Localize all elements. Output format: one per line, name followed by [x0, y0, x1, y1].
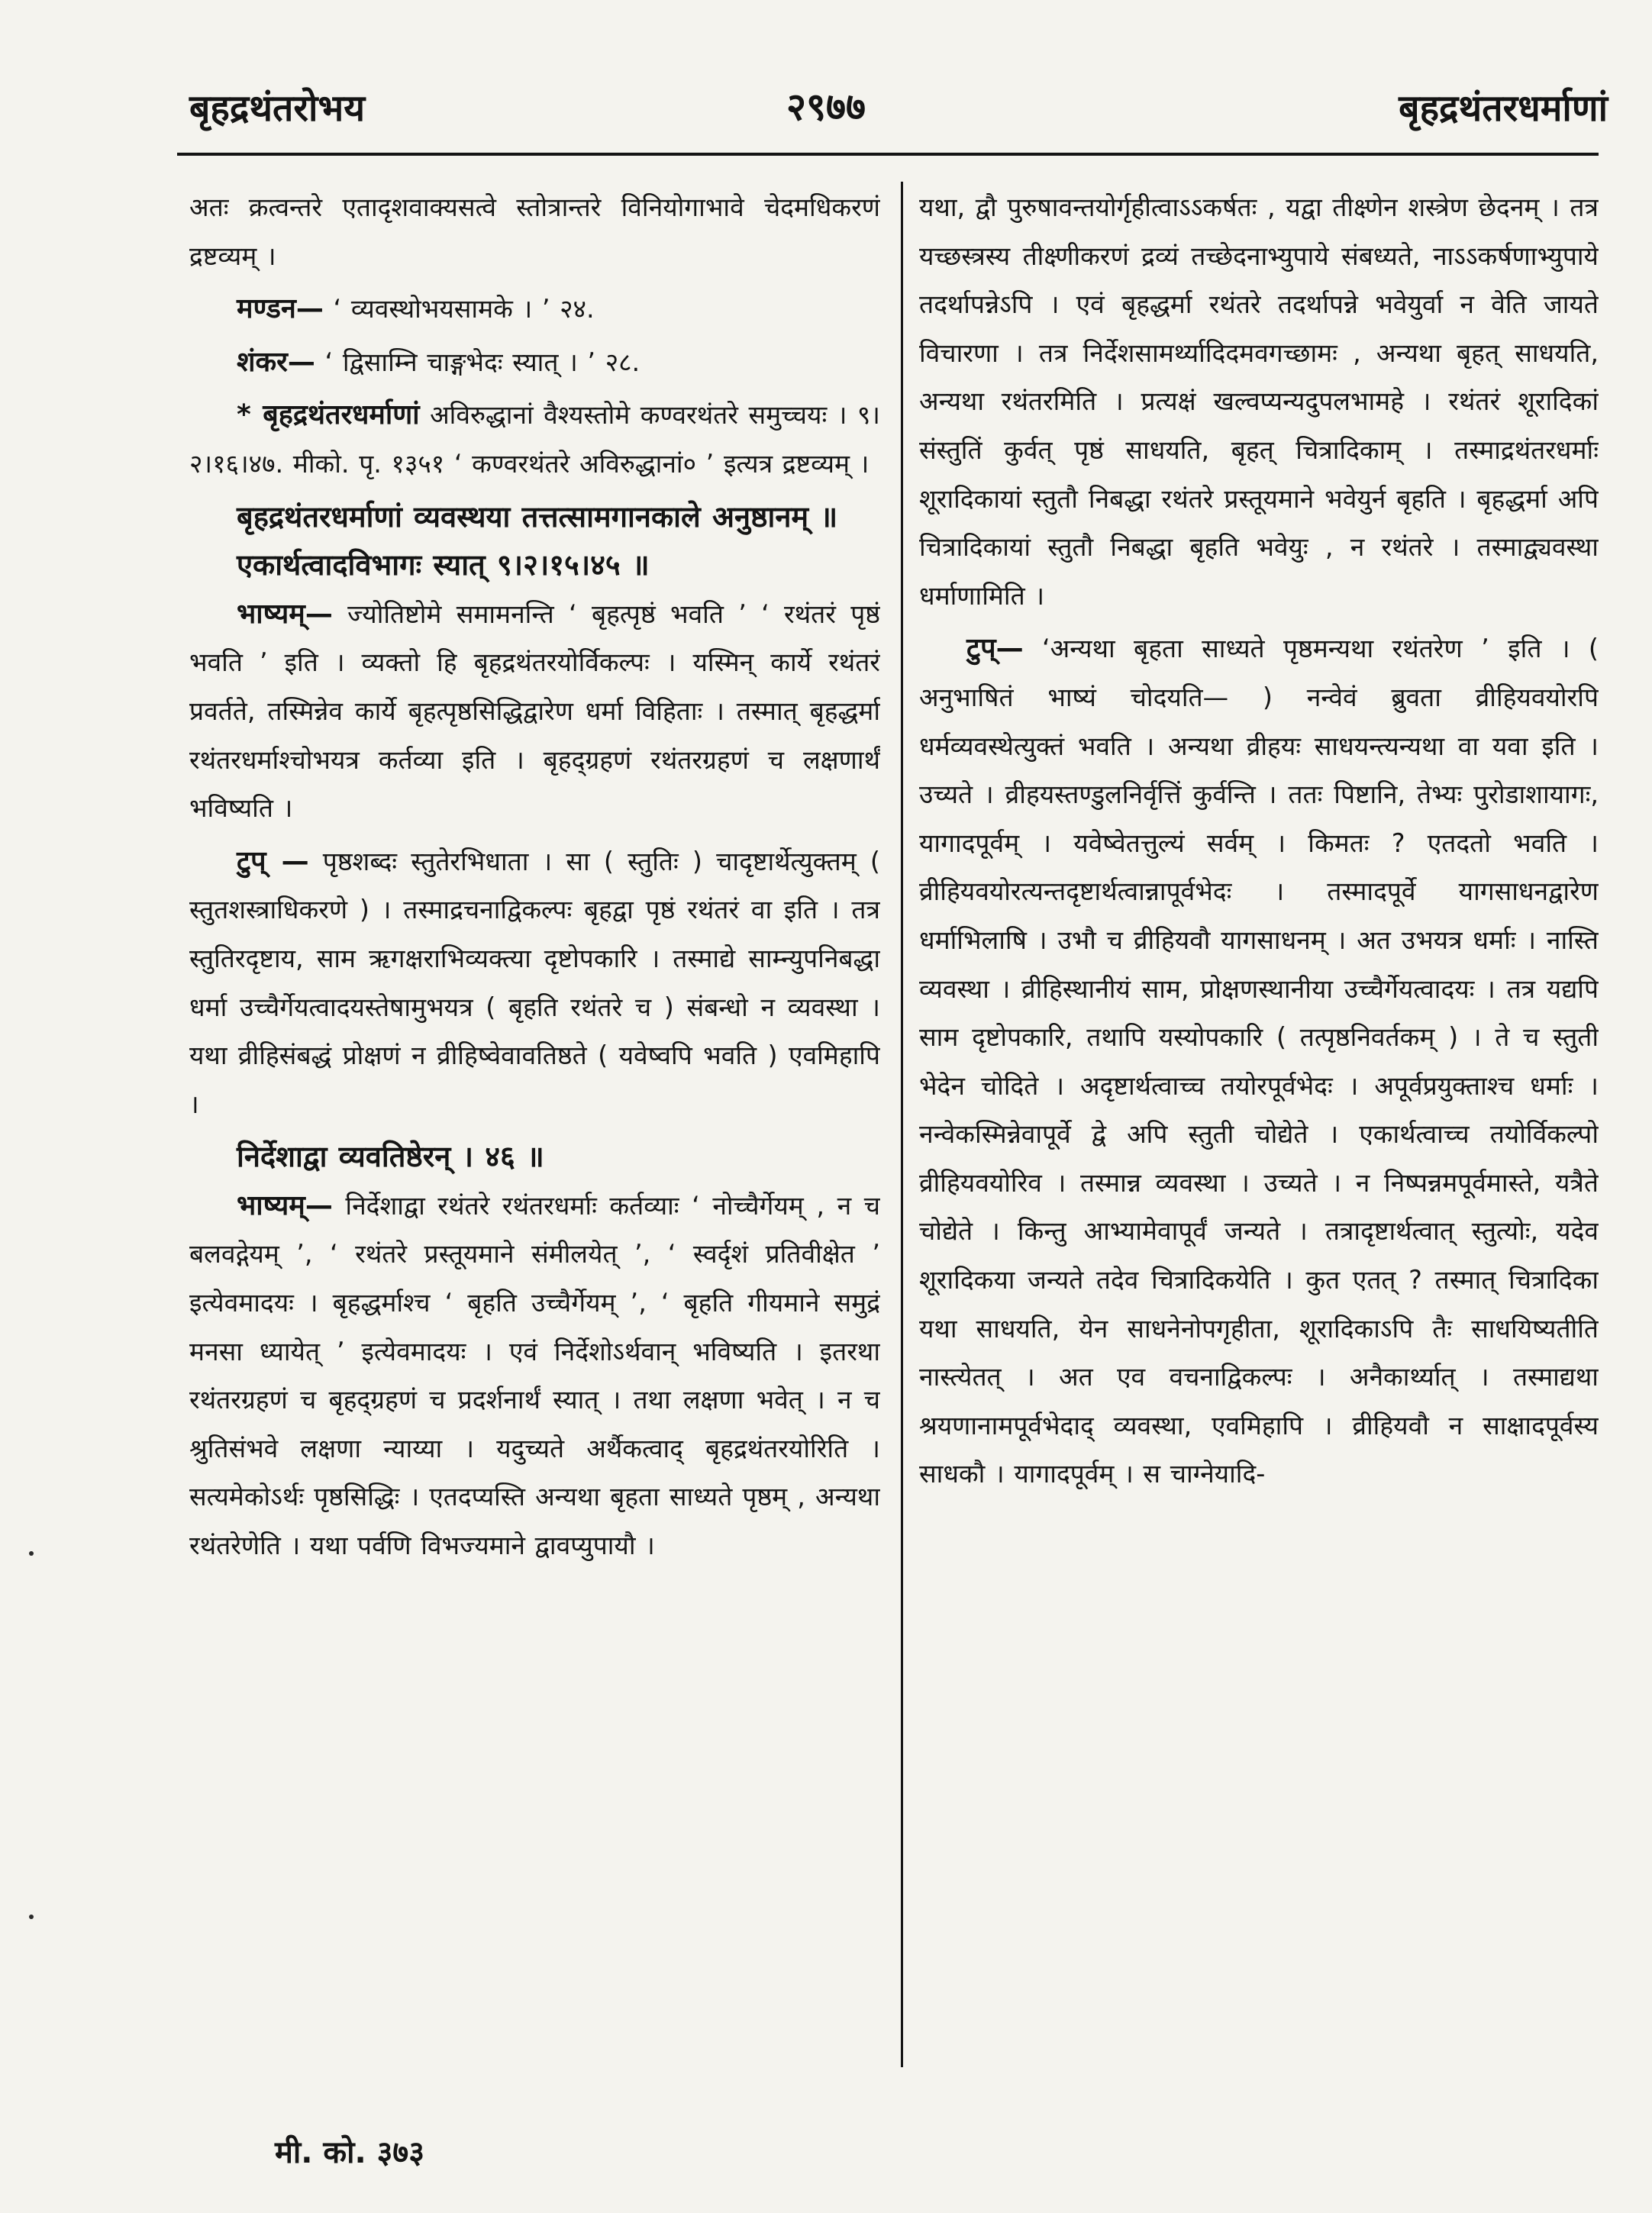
paragraph	[919, 624, 1599, 1498]
paragraph-label: टुप्—	[966, 633, 1024, 665]
paragraph	[189, 391, 880, 488]
page-number: २९७७	[786, 85, 866, 129]
paragraph-label: मण्डन—	[237, 293, 324, 325]
paragraph	[189, 1182, 880, 1570]
paragraph-label: * बृहद्रथंतरधर्माणां	[237, 399, 420, 431]
paragraph	[189, 285, 880, 334]
column-divider	[901, 182, 903, 2067]
right-column	[919, 183, 1599, 2069]
paragraph	[189, 493, 880, 542]
paragraph	[189, 541, 880, 590]
paragraph-text: एकार्थत्वादविभागः स्यात् ९।२।१५।४५ ॥	[237, 548, 650, 582]
paragraph-text: अविरुद्धानां वैश्यस्तोमे कण्वरथंतरे समुच्चयः । ९।२।१६।४७. मीको. पृ. १३५१ ‘ कण्वरथंतरे अविरुद्धानां० ’ इत्यत्र द्रष्टव्यम् ।	[189, 400, 880, 479]
page-header	[0, 0, 1652, 183]
margin-speck	[29, 1915, 34, 1919]
signature-footer: मी. को. ३७३	[275, 2135, 425, 2170]
paragraph-text: पृष्ठशब्दः स्तुतेरभिधाता । सा ( स्तुतिः ) चादृष्टार्थेत्युक्तम् ( स्तुतशस्त्राधिकरणे ) । तस्माद्रचनाद्विकल्पः बृहद्वा पृष्ठं रथंतरं वा इति । तत्र स्तुतिरदृष्टाय, साम ऋगक्षराभिव्यक्त्या दृष्टोपकारि । तस्माद्ये साम्न्युपनिबद्धा धर्मा उच्चैर्गेयत्वादयस्तेषामुभयत्र ( बृहति रथंतरे च ) संबन्धो न व्यवस्था । यथा व्रीहिसंबद्धं प्रोक्षणं न व्रीहिष्वेवावतिष्ठते ( यवेष्वपि भवति ) एवमिहापि ।	[189, 846, 880, 1119]
paragraph	[189, 1133, 880, 1182]
paragraph-label: भाष्यम्—	[237, 598, 333, 630]
paragraph	[189, 590, 880, 833]
margin-speck	[29, 1551, 34, 1556]
running-head-left: बृहद्रथंतरोभय	[189, 87, 366, 130]
paragraph	[189, 183, 880, 280]
paragraph	[189, 338, 880, 387]
paragraph-text: यथा, द्वौ पुरुषावन्तयोर्गृहीत्वाऽऽकर्षतः , यद्वा तीक्ष्णेन शस्त्रेण छेदनम् । तत्र यच्छस्त्रस्य तीक्ष्णीकरणं द्रव्यं तच्छेदनाभ्युपाये संबध्यते, नाऽऽकर्षणाभ्युपाये तदर्थापन्नेऽपि । एवं बृहद्धर्मा रथंतरे तदर्थापन्ने भवेयुर्वा न वेति जायते विचारणा । तत्र निर्देशसामर्थ्यादिदमवगच्छामः , अन्यथा बृहत् साधयति, अन्यथा रथंतरमिति । प्रत्यक्षं खल्वप्यन्यदुपलभामहे । रथंतरं शूरादिकां संस्तुतिं कुर्वत् पृष्ठं साधयति, बृहत् चित्रादिकाम् । तस्माद्रथंतरधर्माः शूरादिकायां स्तुतौ निबद्धा रथंतरे प्रस्तूयमाने भवेयुर्न बृहति । बृहद्धर्मा अपि चित्रादिकायां स्तुतौ निबद्धा बृहति भवेयुः , न रथंतरे । तस्माद्व्यवस्था धर्माणामिति ।	[919, 192, 1599, 611]
paragraph-text: ‘ द्विसाम्नि चाङ्गभेदः स्यात् । ’ २८.	[324, 347, 640, 377]
running-head-right: बृहद्रथंतरधर्माणां	[1399, 87, 1608, 130]
paragraph-label: भाष्यम्—	[237, 1189, 333, 1221]
paragraph-text: बृहद्रथंतरधर्माणां व्यवस्थया तत्तत्सामगानकाले अनुष्ठानम् ॥	[237, 499, 838, 534]
paragraph-text: ‘अन्यथा बृहता साध्यते पृष्ठमन्यथा रथंतरेण ’ इति । ( अनुभाषितं भाष्यं चोदयति— ) नन्वेवं ब्रुवता व्रीहियवयोरपि धर्मव्यवस्थेत्युक्तं भवति । अन्यथा व्रीहयः साधयन्त्यन्यथा वा यवा इति । उच्यते । व्रीहयस्तण्डुलनिर्वृत्तिं कुर्वन्ति । ततः पिष्टानि, तेभ्यः पुरोडाशायागः, यागादपूर्वम् । यवेष्वेतत्तुल्यं सर्वम् । किमतः ? एतदतो भवति । व्रीहियवयोरत्यन्तदृष्टार्थत्वान्नापूर्वभेदः । तस्मादपूर्वे यागसाधनद्वारेण धर्माभिलाषि । उभौ च व्रीहियवौ यागसाधनम् । अत उभयत्र धर्माः । नास्ति व्यवस्था । व्रीहिस्थानीयं साम, प्रोक्षणस्थानीया उच्चैर्गेयत्वादयः । तत्र यद्यपि साम दृष्टोपकारि, तथापि यस्योपकारि ( तत्पृष्ठनिवर्तकम् ) । ते च स्तुती भेदेन चोदिते । अदृष्टार्थत्वाच्च तयोरपूर्वभेदः । अपूर्वप्रयुक्ताश्च धर्माः । नन्वेकस्मिन्नेवापूर्वे द्वे अपि स्तुती चोद्येते । एकार्थत्वाच्च तयोर्विकल्पो व्रीहियवयोरिव । तस्मान्न व्यवस्था । उच्यते । न निष्पन्नमपूर्वमास्ते, यत्रैते चोद्येते । किन्तु आभ्यामेवापूर्वं जन्यते । तत्रादृष्टार्थत्वात् स्तुत्योः, यदेव शूरादिकया जन्यते तदेव चित्रादिकयेति । कुत एतत् ? तस्मात् चित्रादिका यथा साधयति, येन साधनेनोपगृहीता, शूरादिकाऽपि तैः साधयिष्यतीति नास्त्येतत् । अत एव वचनाद्विकल्पः । अनैकार्थ्यात् । तस्माद्यथा श्रयणानामपूर्वभेदाद् व्यवस्था, एवमिहापि । व्रीहियवौ न साक्षादपूर्वस्य साधकौ । यागादपूर्वम् । स चाग्नेयादि-	[919, 634, 1599, 1489]
paragraph-label: शंकर—	[237, 346, 315, 378]
paragraph-label: टुप् —	[237, 845, 309, 877]
paragraph	[189, 837, 880, 1129]
paragraph-text: निर्देशाद्वा व्यवतिष्ठेरन् । ४६ ॥	[237, 1140, 544, 1174]
paragraph-text: अतः क्रत्वन्तरे एतादृशवाक्यसत्वे स्तोत्रान्तरे विनियोगाभावे चेदमधिकरणं द्रष्टव्यम् ।	[189, 192, 880, 271]
paragraph-text: निर्देशाद्वा रथंतरे रथंतरधर्माः कर्तव्याः ‘ नोच्चैर्गेयम् , न च बलवद्गेयम् ’, ‘ रथंतरे प्रस्तूयमाने संमीलयेत् ’, ‘ स्वर्दृशं प्रतिवीक्षेत ’ इत्येवमादयः । बृहद्धर्माश्च ‘ बृहति उच्चैर्गेयम् ’, ‘ बृहति गीयमाने समुद्रं मनसा ध्यायेत् ’ इत्येवमादयः । एवं निर्देशोऽर्थवान् भविष्यति । इतरथा रथंतरग्रहणं च बृहद्ग्रहणं च प्रदर्शनार्थं स्यात् । तथा लक्षणा भवेत् । न च श्रुतिसंभवे लक्षणा न्याय्या । यदुच्यते अर्थैकत्वाद् बृहद्रथंतरयोरिति । सत्यमेकोऽर्थः पृष्ठसिद्धिः । एतदप्यस्ति अन्यथा बृहता साध्यते पृष्ठम् , अन्यथा रथंतरेणेति । यथा पर्वणि विभज्यमाने द्वावप्युपायौ ।	[189, 1190, 880, 1561]
paragraph	[919, 183, 1599, 620]
paragraph-text: ज्योतिष्टोमे समामनन्ति ‘ बृहत्पृष्ठं भवति ’ ‘ रथंतरं पृष्ठं भवति ’ इति । व्यक्तो हि बृहद्रथंतरयोर्विकल्पः । यस्मिन् कार्ये रथंतरं प्रवर्तते, तस्मिन्नेव कार्ये बृहत्पृष्ठसिद्धिद्वारेण धर्मा विहिताः । तस्मात् बृहद्धर्मा रथंतरधर्माश्चोभयत्र कर्तव्या इति । बृहद्ग्रहणं रथंतरग्रहणं च लक्षणार्थं भविष्यति ।	[189, 598, 880, 824]
paragraph-text: ‘ व्यवस्थोभयसामके । ’ २४.	[333, 294, 595, 324]
header-rule	[177, 153, 1599, 156]
left-column	[189, 183, 880, 2069]
